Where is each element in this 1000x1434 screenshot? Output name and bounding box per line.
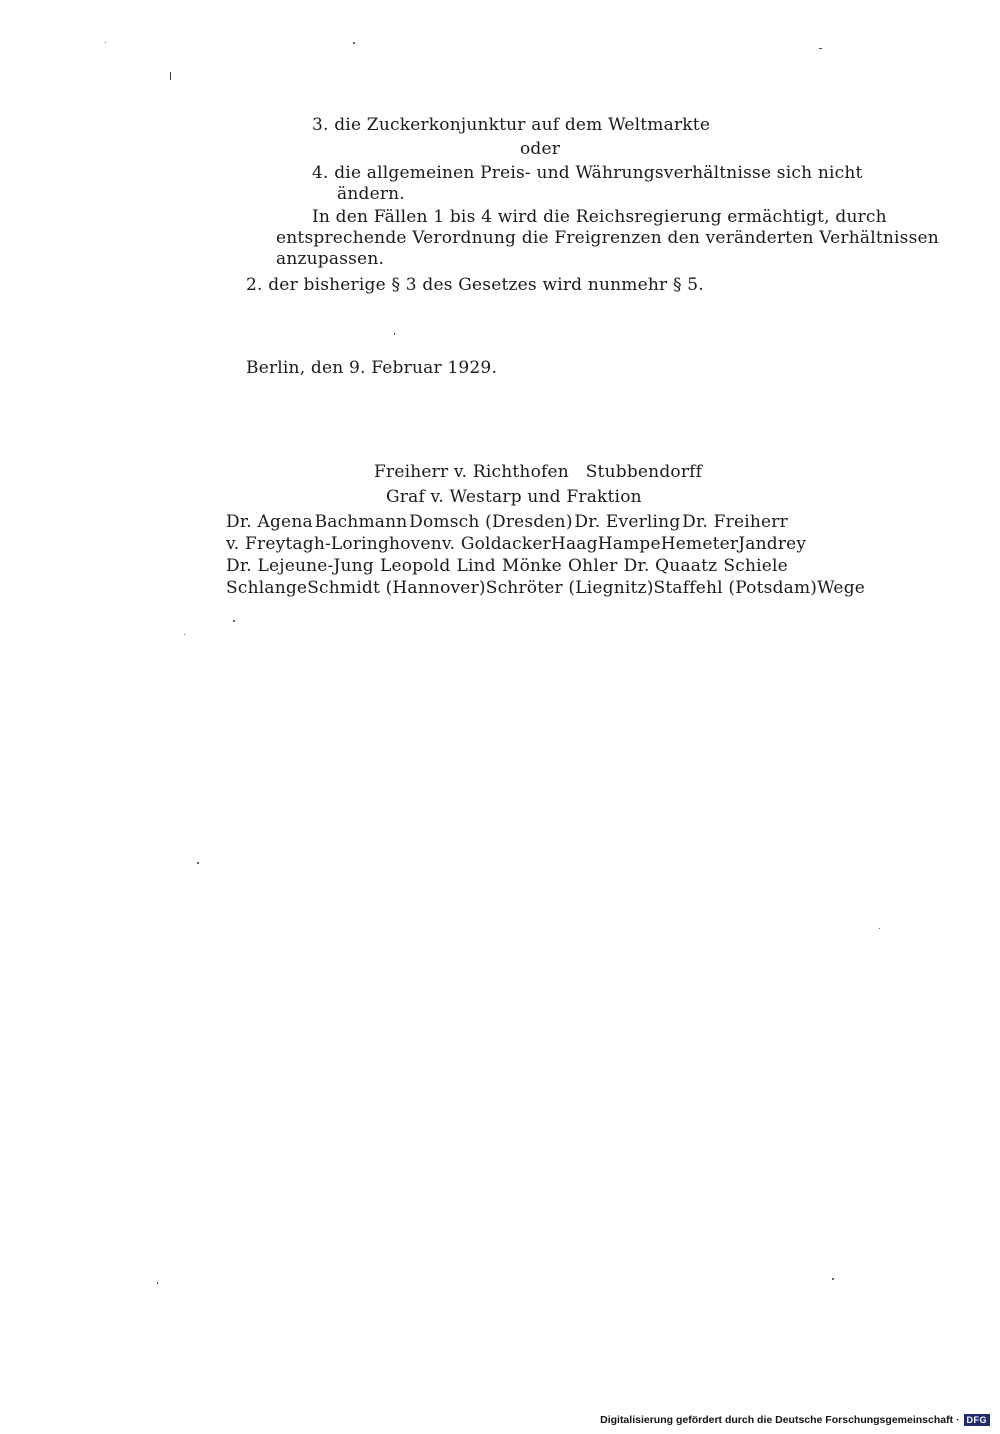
scan-speck [819, 48, 822, 49]
signer-name: Wege [817, 578, 866, 598]
paragraph-text-1: In den Fällen 1 bis 4 wird die Reichsregierung ermächtigt, durch [312, 207, 887, 227]
signer-name: Bachmann [314, 512, 408, 532]
signers-row-4 [226, 577, 866, 599]
scan-speck [353, 42, 355, 44]
signers-row-1 [226, 511, 788, 533]
signer-name: Lind [456, 556, 496, 576]
signer-name: Ohler [568, 556, 618, 576]
signer-name: Leopold [379, 556, 451, 576]
signer-name: Dr. Freiherr [682, 512, 788, 532]
list-item-4-line-1 [312, 162, 863, 184]
scan-speck [233, 620, 235, 622]
signers-line-2: Graf v. Westarp und Fraktion [386, 487, 642, 507]
signer-name: Dr. Agena [226, 512, 313, 532]
list-item-3: 3. die Zuckerkonjunktur auf dem Weltmarkte [312, 115, 711, 135]
paragraph-line-1 [312, 206, 887, 228]
scan-speck [170, 72, 171, 80]
signer-name: Schiele [723, 556, 788, 576]
signer-name: Mönke [501, 556, 562, 576]
conjunction-oder: oder [520, 139, 561, 159]
signers-row-3 [226, 555, 788, 577]
signer-name: v. Goldacker [441, 534, 551, 554]
signer-name: Schlange [226, 578, 308, 598]
scan-speck [157, 1282, 158, 1284]
signer-name: Staffehl (Potsdam) [653, 578, 818, 598]
signer-name: Dr. Lejeune-Jung [226, 556, 374, 576]
signer-name: Dr. Quaatz [623, 556, 718, 576]
scan-speck [197, 862, 199, 864]
signer-name: Domsch (Dresden) [409, 512, 573, 532]
scan-speck [105, 42, 106, 43]
dfg-logo: DFG [964, 1414, 991, 1426]
scan-speck [879, 928, 880, 929]
paragraph-text-2: entsprechende Verordnung die Freigrenzen den veränderten Verhältnissen [276, 228, 939, 248]
signer-name: Haag [550, 534, 598, 554]
list-item-4-line-2: ändern. [337, 184, 405, 204]
signers-row-2 [226, 533, 807, 555]
scan-speck [394, 333, 395, 335]
signer-name: Hemeter [660, 534, 739, 554]
digitization-credit [600, 1414, 990, 1426]
date-line: Berlin, den 9. Februar 1929. [246, 358, 498, 378]
signer-name: Schröter (Liegnitz) [485, 578, 654, 598]
paragraph-line-2 [276, 227, 939, 249]
signer-name: Jandrey [738, 534, 807, 554]
signer-name: Schmidt (Hannover) [307, 578, 486, 598]
scan-speck [832, 1278, 834, 1280]
list-item-4-text: 4. die allgemeinen Preis- und Währungsverhältnisse sich nicht [312, 163, 863, 183]
list-item-2: 2. der bisherige § 3 des Gesetzes wird nunmehr § 5. [246, 275, 704, 295]
credit-text: Digitalisierung gefördert durch die Deutsche Forschungsgemeinschaft · [600, 1414, 960, 1426]
paragraph-line-3: anzupassen. [276, 249, 385, 269]
signers-line-1: Freiherr v. Richthofen Stubbendorff [374, 462, 703, 482]
scan-speck [184, 634, 185, 635]
signer-name: Hampe [597, 534, 661, 554]
signer-name: Dr. Everling [574, 512, 681, 532]
signer-name: v. Freytagh-Loringhoven [226, 534, 442, 554]
